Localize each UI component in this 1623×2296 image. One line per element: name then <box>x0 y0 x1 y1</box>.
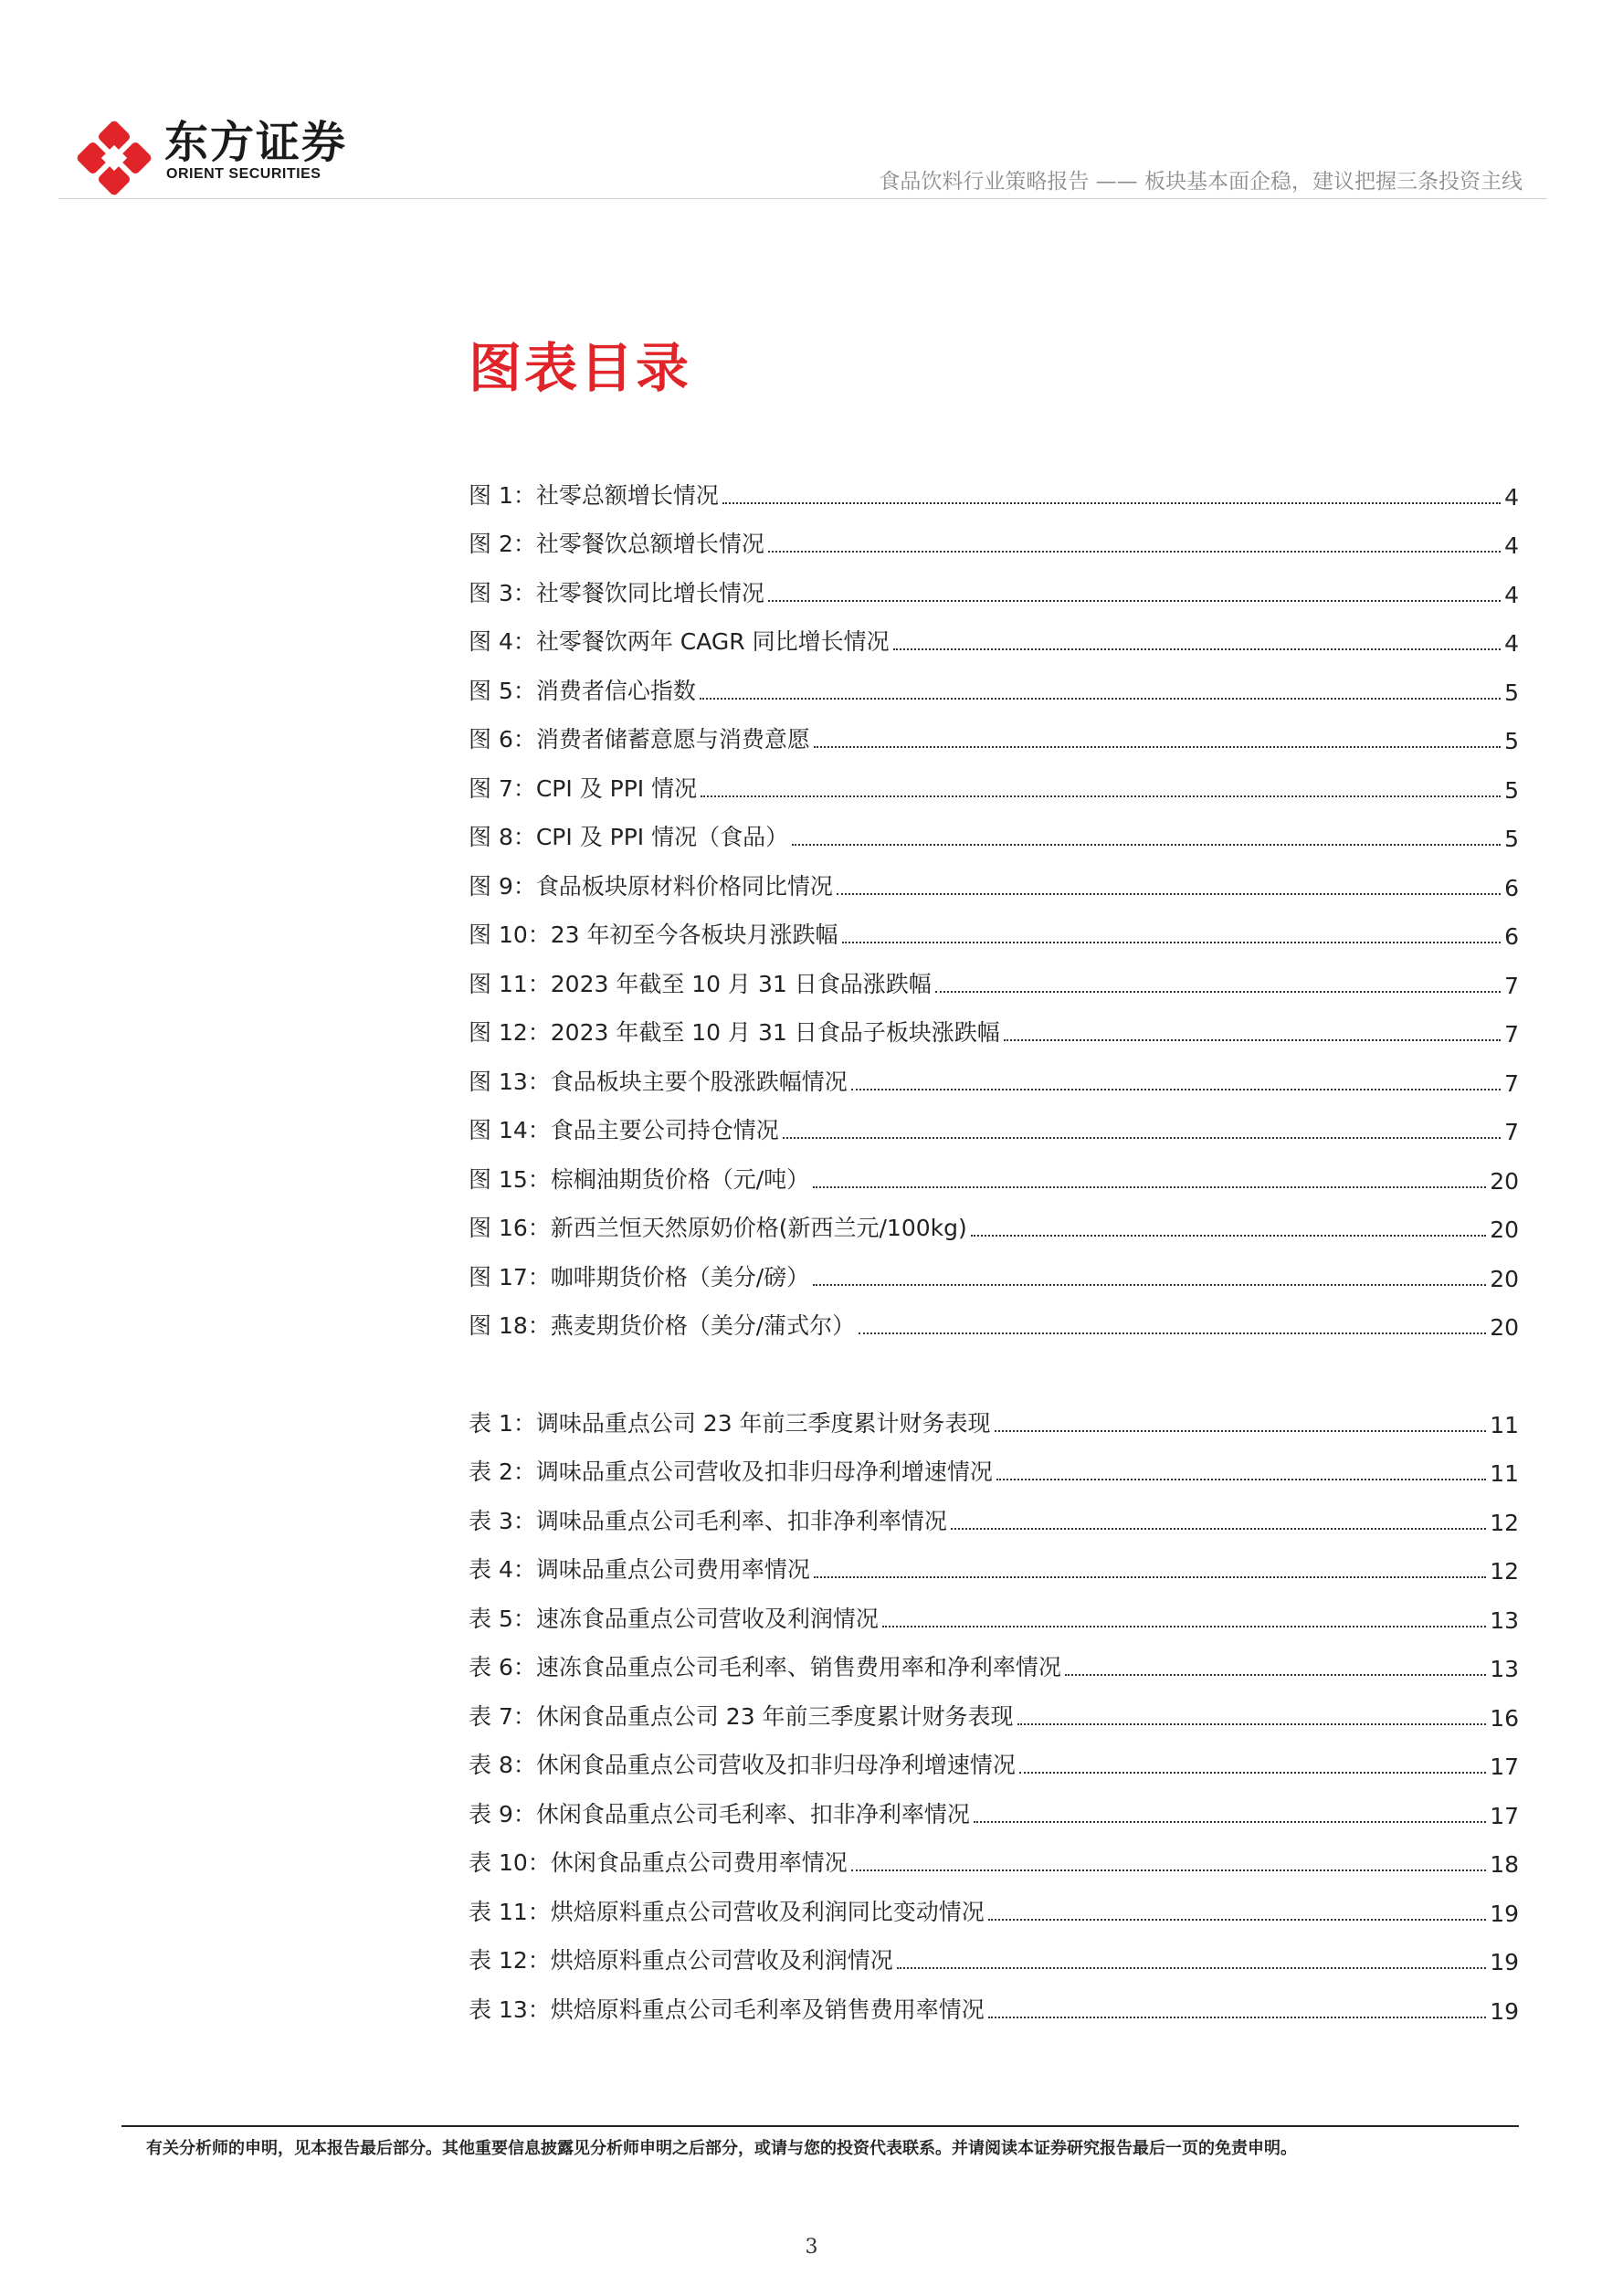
dot-leader <box>951 1527 1486 1530</box>
dot-leader <box>851 1869 1486 1871</box>
footer-disclaimer: 有关分析师的申明，见本报告最后部分。其他重要信息披露见分析师申明之后部分，或请与您的投资代表联系。并请阅读本证券研究报告最后一页的免责申明。 <box>146 2139 1297 2158</box>
toc-entry[interactable] <box>469 1585 1519 1634</box>
header-divider <box>58 198 1547 199</box>
footer-divider <box>121 2125 1519 2127</box>
dot-leader <box>995 1429 1487 1432</box>
toc-entry[interactable] <box>469 511 1519 560</box>
toc-entry[interactable] <box>469 1682 1519 1732</box>
dot-leader <box>1004 1038 1501 1041</box>
toc-entry-label: 表 6：速冻食品重点公司毛利率、销售费用率和净利率情况 <box>469 1654 1061 1680</box>
toc-entry[interactable] <box>469 1292 1519 1342</box>
toc-entry-page: 5 <box>1504 826 1519 852</box>
toc-entry-page: 7 <box>1504 1119 1519 1145</box>
toc-entry[interactable] <box>469 1487 1519 1536</box>
toc-entry-page: 4 <box>1504 630 1519 657</box>
toc-entry-label: 图 3：社零餐饮同比增长情况 <box>469 579 764 606</box>
dot-leader <box>897 1966 1486 1969</box>
dot-leader <box>792 843 1501 846</box>
toc-entry-page: 17 <box>1490 1802 1519 1829</box>
toc-entry-label: 表 11：烘焙原料重点公司营收及利润同比变动情况 <box>469 1898 985 1925</box>
toc-entry-page: 7 <box>1504 1069 1519 1097</box>
dot-leader <box>935 990 1501 993</box>
toc-entry[interactable] <box>469 706 1519 755</box>
toc-entry[interactable] <box>469 1048 1519 1097</box>
toc-entry-page: 4 <box>1504 483 1519 511</box>
dot-leader <box>722 501 1501 504</box>
toc-entry-page: 12 <box>1490 1558 1519 1585</box>
report-title: 食品饮料行业策略报告 —— 板块基本面企稳，建议把握三条投资主线 <box>879 170 1523 194</box>
section-title: 图表目录 <box>469 337 692 399</box>
dot-leader <box>768 599 1501 602</box>
toc-entry[interactable] <box>469 754 1519 804</box>
toc-entry-page: 13 <box>1490 1656 1519 1682</box>
dot-leader <box>996 1478 1486 1480</box>
toc-entry-label: 图 11：2023 年截至 10 月 31 日食品涨跌幅 <box>469 970 932 997</box>
dot-leader <box>842 941 1502 943</box>
toc-entry[interactable] <box>469 1536 1519 1585</box>
toc-entry-label: 图 18：燕麦期货价格（美分/蒲式尔） <box>469 1312 856 1339</box>
toc-entry-label: 图 5：消费者信心指数 <box>469 677 696 704</box>
toc-entry-label: 表 9：休闲食品重点公司毛利率、扣非净利率情况 <box>469 1800 970 1827</box>
toc-entry-label: 图 1：社零总额增长情况 <box>469 481 719 509</box>
toc-entry[interactable] <box>469 1927 1519 1976</box>
toc-entry-page: 4 <box>1504 581 1519 608</box>
toc-entry[interactable] <box>469 1438 1519 1488</box>
toc-entry-page: 17 <box>1490 1754 1519 1780</box>
dot-leader <box>768 550 1501 553</box>
toc-entry-page: 5 <box>1504 776 1519 804</box>
dot-leader <box>1017 1722 1487 1725</box>
toc-entry-label: 图 10：23 年初至今各板块月涨跌幅 <box>469 922 838 948</box>
toc-entry-label: 图 13：食品板块主要个股涨跌幅情况 <box>469 1068 848 1095</box>
toc-entry-label: 表 1：调味品重点公司 23 年前三季度累计财务表现 <box>469 1409 991 1437</box>
toc-entry-label: 图 9：食品板块原材料价格同比情况 <box>469 872 833 900</box>
toc-entry-label: 表 7：休闲食品重点公司 23 年前三季度累计财务表现 <box>469 1702 1014 1730</box>
toc-entry[interactable] <box>469 1732 1519 1781</box>
dot-leader <box>701 795 1501 797</box>
toc-entry-page: 11 <box>1490 1460 1519 1487</box>
toc-entry-label: 图 12：2023 年截至 10 月 31 日食品子板块涨跌幅 <box>469 1019 1000 1046</box>
logo-chinese-name: 东方证券 <box>164 117 348 168</box>
dot-leader <box>814 745 1501 748</box>
dot-leader <box>893 648 1501 650</box>
dot-leader <box>1065 1673 1486 1676</box>
toc-entry[interactable] <box>469 1780 1519 1829</box>
toc-entry-page: 19 <box>1490 1900 1519 1927</box>
toc-entry[interactable] <box>469 1389 1519 1438</box>
toc-entry[interactable] <box>469 1975 1519 2025</box>
table-list <box>469 1389 1519 2025</box>
toc-entry-page: 4 <box>1504 532 1519 559</box>
toc-entry[interactable] <box>469 852 1519 901</box>
toc-entry[interactable] <box>469 608 1519 658</box>
toc-entry-page: 7 <box>1504 972 1519 999</box>
toc-entry[interactable] <box>469 657 1519 706</box>
dot-leader <box>971 1234 1486 1237</box>
dot-leader <box>813 1283 1486 1286</box>
toc-entry-label: 表 2：调味品重点公司营收及扣非归母净利增速情况 <box>469 1459 993 1485</box>
toc-entry[interactable] <box>469 901 1519 951</box>
toc-entry[interactable] <box>469 1195 1519 1244</box>
logo-english-name: ORIENT SECURITIES <box>166 166 321 182</box>
toc-entry-label: 图 2：社零餐饮总额增长情况 <box>469 531 764 557</box>
page-number: 3 <box>805 2236 818 2259</box>
toc-entry-label: 图 4：社零餐饮两年 CAGR 同比增长情况 <box>469 628 890 655</box>
toc-entry-page: 16 <box>1490 1704 1519 1732</box>
toc-entry[interactable] <box>469 1145 1519 1195</box>
dot-leader <box>700 697 1501 700</box>
toc-entry-page: 13 <box>1490 1606 1519 1634</box>
toc-entry[interactable] <box>469 1829 1519 1879</box>
dot-leader <box>813 1185 1486 1188</box>
toc-entry-label: 图 6：消费者储蓄意愿与消费意愿 <box>469 726 810 753</box>
dot-leader <box>859 1332 1486 1334</box>
toc-entry[interactable] <box>469 1243 1519 1292</box>
toc-entry-label: 表 5：速冻食品重点公司营收及利润情况 <box>469 1605 879 1632</box>
toc-entry-label: 图 7：CPI 及 PPI 情况 <box>469 774 698 802</box>
dot-leader <box>837 892 1501 895</box>
dot-leader <box>882 1625 1486 1627</box>
toc-entry-label: 表 12：烘焙原料重点公司营收及利润情况 <box>469 1947 893 1974</box>
toc-entry-page: 11 <box>1490 1411 1519 1438</box>
toc-entry-page: 20 <box>1490 1167 1519 1195</box>
toc-entry-label: 图 8：CPI 及 PPI 情况（食品） <box>469 824 789 850</box>
toc-entry-page: 20 <box>1490 1314 1519 1341</box>
toc-entry-label: 图 16：新西兰恒天然原奶价格(新西兰元/100kg) <box>469 1215 967 1241</box>
toc-entry[interactable] <box>469 950 1519 999</box>
toc-entry[interactable] <box>469 1634 1519 1683</box>
toc-entry-page: 5 <box>1504 679 1519 706</box>
toc-entry-page: 20 <box>1490 1265 1519 1292</box>
toc-entry-page: 19 <box>1490 1949 1519 1975</box>
dot-leader <box>974 1820 1486 1823</box>
toc-entry-page: 5 <box>1504 728 1519 754</box>
toc-entry-label: 表 8：休闲食品重点公司营收及扣非归母净利增速情况 <box>469 1752 1016 1778</box>
toc-entry-label: 图 15：棕榈油期货价格（元/吨） <box>469 1165 810 1193</box>
toc-entry-label: 表 13：烘焙原料重点公司毛利率及销售费用率情况 <box>469 1996 985 2023</box>
toc-entry-page: 6 <box>1504 874 1519 901</box>
toc-entry[interactable] <box>469 804 1519 853</box>
toc-entry[interactable] <box>469 1097 1519 1146</box>
toc-entry[interactable] <box>469 999 1519 1048</box>
toc-entry-page: 12 <box>1490 1509 1519 1536</box>
orient-logo-icon <box>75 119 153 197</box>
dot-leader <box>814 1575 1486 1578</box>
toc-entry[interactable] <box>469 461 1519 511</box>
dot-leader <box>988 2016 1486 2018</box>
toc-entry[interactable] <box>469 1878 1519 1927</box>
figure-list <box>469 461 1519 1341</box>
toc-entry-label: 图 14：食品主要公司持仓情况 <box>469 1117 779 1143</box>
dot-leader <box>851 1088 1501 1090</box>
toc-entry-label: 表 10：休闲食品重点公司费用率情况 <box>469 1849 848 1876</box>
toc-entry-label: 表 4：调味品重点公司费用率情况 <box>469 1556 810 1583</box>
dot-leader <box>1019 1771 1486 1774</box>
dot-leader <box>783 1136 1501 1139</box>
toc-entry-page: 18 <box>1490 1851 1519 1878</box>
toc-entry[interactable] <box>469 559 1519 608</box>
toc-entry-label: 图 17：咖啡期货价格（美分/磅） <box>469 1263 810 1290</box>
page-header <box>0 0 1623 201</box>
toc-entry-page: 20 <box>1490 1216 1519 1243</box>
toc-entry-label: 表 3：调味品重点公司毛利率、扣非净利率情况 <box>469 1507 947 1534</box>
toc-entry-page: 7 <box>1504 1021 1519 1048</box>
toc-entry-page: 19 <box>1490 1997 1519 2025</box>
dot-leader <box>988 1918 1486 1921</box>
toc-entry-page: 6 <box>1504 923 1519 950</box>
